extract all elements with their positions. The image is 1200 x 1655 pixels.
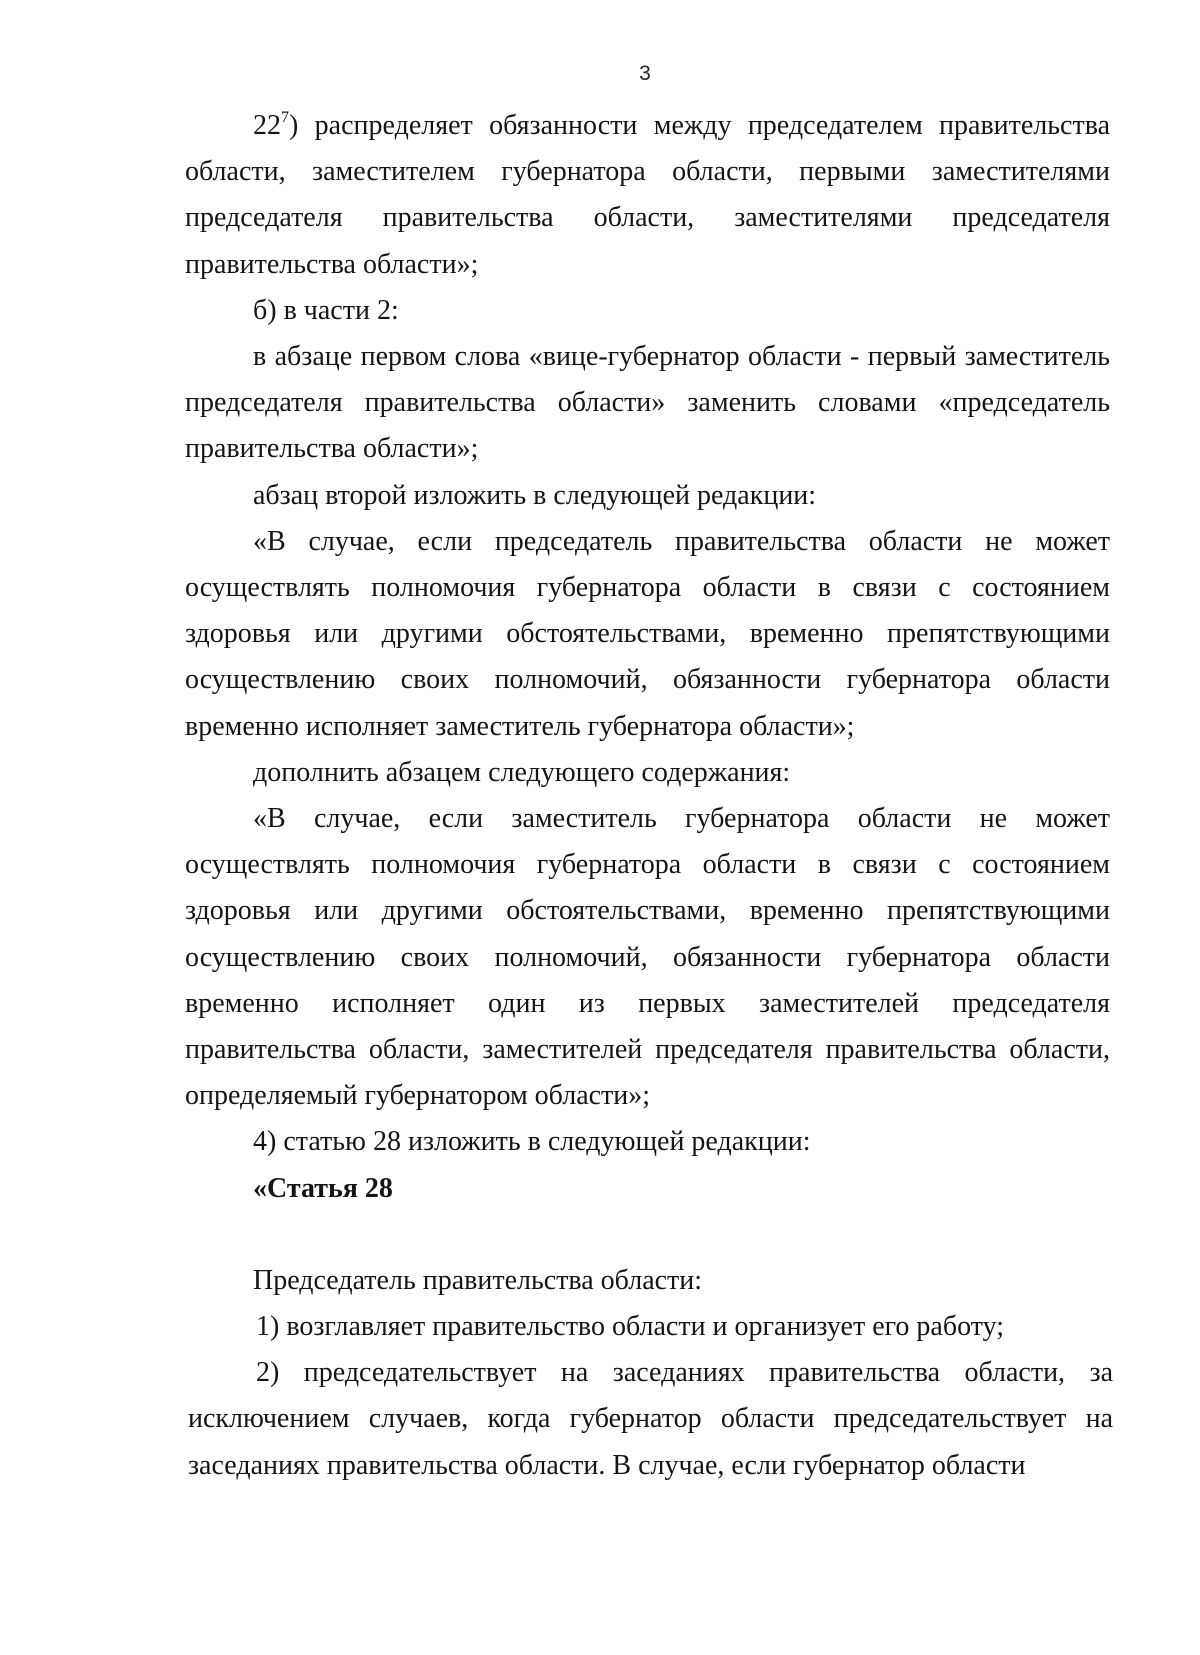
paragraph-addition-intro: дополнить абзацем следующего содержания: bbox=[253, 756, 791, 788]
paragraph-text: ) распределяет обязанности между председателем правительства области, заместителем губернатора области, первыми заместителями председателя правительства области, заместителями председателя правительства области»; bbox=[185, 110, 1110, 280]
paragraph-chairman-intro: Председатель правительства области: bbox=[253, 1264, 703, 1296]
document-body bbox=[185, 103, 1113, 1489]
paragraph-addition-text: «В случае, если заместитель губернатора области не может осуществлять полномочия губернатора области в связи с состоянием здоровья или другими обстоятельствами, временно препятствующими осуществлению своих полномочий, обязанности губернатора области временно исполняет один из первых заместителей председателя правительства области, заместителей председателя правительства области, определяемый губернатором области»; bbox=[185, 803, 1110, 1112]
paragraph-item-2: 2) председательствует на заседаниях правительства области, за исключением случаев, когда губернатор области председательствует на заседаниях правительства области. В случае, если губернатор области bbox=[188, 1357, 1113, 1481]
article-28-heading: «Статья 28 bbox=[253, 1172, 393, 1204]
paragraph-second-abzats-intro: абзац второй изложить в следующей редакции: bbox=[253, 479, 817, 511]
item-superscript: 7 bbox=[281, 108, 289, 126]
paragraph-first-abzats-change: в абзаце первом слова «вице-губернатор области - первый заместитель председателя правительства области» заменить словами «председатель правительства области»; bbox=[185, 341, 1110, 465]
paragraph-part-2: б) в части 2: bbox=[253, 294, 399, 326]
paragraph-second-abzats-text: «В случае, если председатель правительства области не может осуществлять полномочия губернатора области в связи с состоянием здоровья или другими обстоятельствами, временно препятствующими осуществлению своих полномочий, обязанности губернатора области временно исполняет заместитель губернатора области»; bbox=[185, 525, 1110, 742]
item-number: 22 bbox=[253, 110, 281, 141]
paragraph-article-28-intro: 4) статью 28 изложить в следующей редакции: bbox=[253, 1126, 811, 1158]
page-number: 3 bbox=[639, 62, 651, 85]
paragraph-item-22-7 bbox=[185, 103, 1110, 288]
paragraph-item-1: 1) возглавляет правительство области и организует его работу; bbox=[256, 1311, 1004, 1343]
